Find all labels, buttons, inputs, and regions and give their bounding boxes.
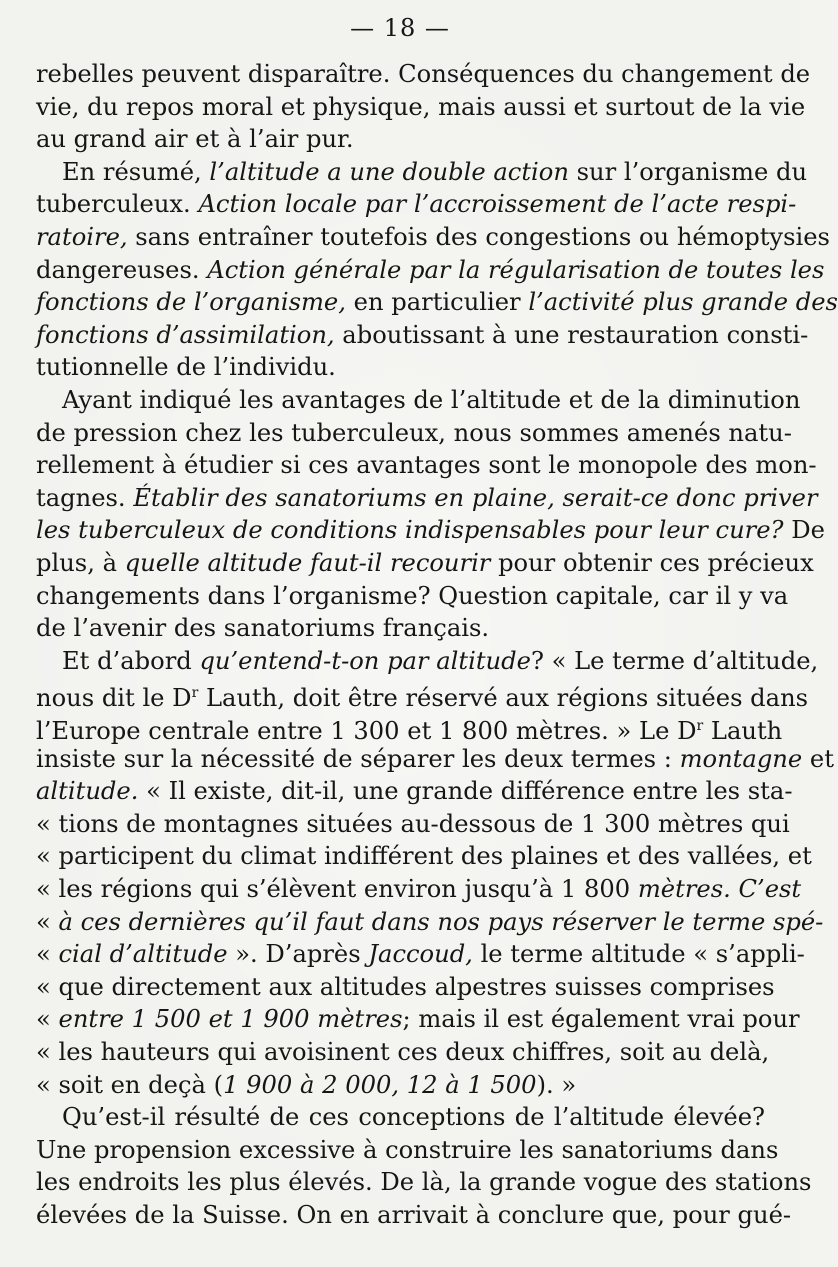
text-line: « soit en deçà (1 900 à 2 000, 12 à 1 500). » xyxy=(36,1070,577,1099)
text-line: En résumé, l’altitude a une double action sur l’organisme du xyxy=(62,157,808,186)
text-line: fonctions de l’organisme, en particulier l’activité plus grande des xyxy=(36,288,838,317)
text-line: de l’avenir des sanatoriums français. xyxy=(36,614,490,643)
text-line: élevées de la Suisse. On en arrivait à conclure que, pour gué- xyxy=(36,1201,792,1229)
text-line: « à ces dernières qu’il faut dans nos pays réserver le terme spé- xyxy=(36,907,824,936)
text-line: Qu’est-il résulté de ces conceptions de l’altitude élevée? xyxy=(62,1103,765,1132)
text-line: « participent du climat indifférent des plaines et des vallées, et xyxy=(36,842,812,871)
text-line: tagnes. Établir des sanatoriums en plaine, serait-ce donc priver xyxy=(36,483,818,512)
text-line: l’Europe centrale entre 1 300 et 1 800 mètres. » Le $D^r$ Lauth xyxy=(36,717,783,746)
text-line: dangereuses. Action générale par la régularisation de toutes les xyxy=(36,255,825,284)
text-line: les tuberculeux de conditions indispensables pour leur cure? De xyxy=(36,516,825,545)
text-line: Et d’abord qu’entend-t-on par altitude? « Le terme d’altitude, xyxy=(62,646,819,675)
text-line: Ayant indiqué les avantages de l’altitude et de la diminution xyxy=(62,386,801,414)
text-line: altitude. « Il existe, dit-il, une grande différence entre les sta- xyxy=(36,777,793,806)
text-line: rellement à étudier si ces avantages sont le monopole des mon- xyxy=(36,451,817,480)
text-line: insiste sur la nécessité de séparer les deux termes : montagne et xyxy=(36,744,834,773)
text-line: vie, du repos moral et physique, mais aussi et surtout de la vie xyxy=(36,92,806,121)
text-line: ratoire, sans entraîner toutefois des congestions ou hémoptysies xyxy=(36,223,830,251)
text-line: Une propension excessive à construire les sanatoriums dans xyxy=(36,1135,779,1164)
text-line: plus, à quelle altitude faut-il recourir pour obtenir ces précieux xyxy=(36,549,814,577)
text-line: tuberculeux. Action locale par l’accroissement de l’acte respi- xyxy=(36,190,797,219)
text-line: « cial d’altitude ». D’après Jaccoud, le terme altitude « s’appli- xyxy=(36,940,805,969)
text-line: changements dans l’organisme? Question capitale, car il y va xyxy=(36,581,789,610)
text-line: au grand air et à l’air pur. xyxy=(36,125,354,154)
page-number: — 18 — xyxy=(350,14,450,42)
text-line: de pression chez les tuberculeux, nous sommes amenés natu- xyxy=(36,418,792,447)
text-line: « tions de montagnes situées au-dessous de 1 300 mètres qui xyxy=(36,809,790,838)
text-line: « les régions qui s’élèvent environ jusqu’à 1 800 mètres. C’est xyxy=(36,875,802,903)
text-line: nous dit le $D^r$ Lauth, doit être réservé aux régions situées dans xyxy=(36,684,809,713)
text-line: les endroits les plus élevés. De là, la grande vogue des stations xyxy=(36,1168,812,1197)
text-line: « que directement aux altitudes alpestres suisses comprises xyxy=(36,972,775,1001)
text-line: rebelles peuvent disparaître. Conséquences du changement de xyxy=(36,60,811,88)
text-line: fonctions d’assimilation, aboutissant à une restauration consti- xyxy=(36,320,809,349)
text-line: tutionnelle de l’individu. xyxy=(36,353,336,382)
text-line: « les hauteurs qui avoisinent ces deux chiffres, soit au delà, xyxy=(36,1038,770,1066)
text-line: « entre 1 500 et 1 900 mètres; mais il est également vrai pour xyxy=(36,1005,800,1034)
